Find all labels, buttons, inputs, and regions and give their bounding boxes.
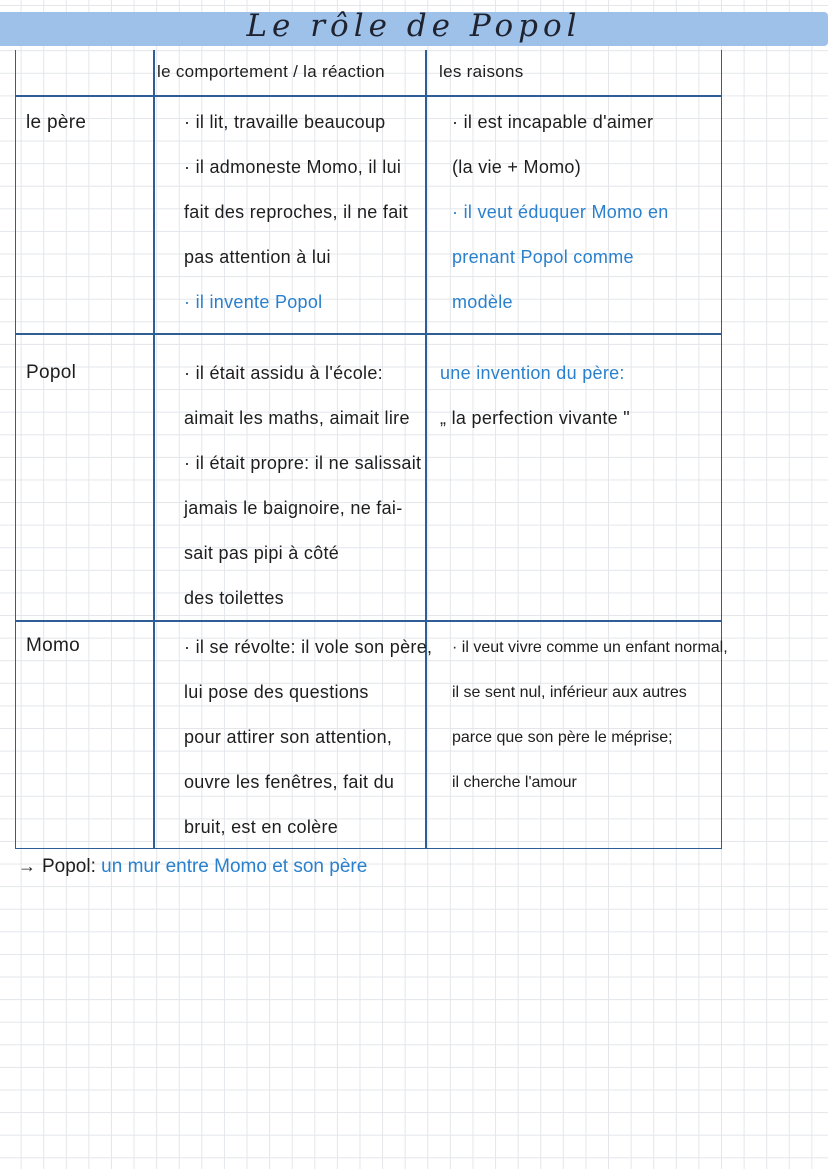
text-line: · il était propre: il ne salissait	[184, 453, 422, 473]
row-divider-1	[16, 333, 721, 335]
text-line: lui pose des questions	[184, 682, 369, 702]
row-popol-reasons	[440, 351, 630, 441]
text-line: · il était assidu à l'école:	[184, 363, 383, 383]
text-line: „ la perfection vivante "	[440, 408, 630, 428]
row-label-popol: Popol	[26, 362, 77, 383]
conclusion-line	[18, 856, 367, 878]
row-pere-behavior	[184, 100, 408, 325]
row-popol-behavior	[184, 351, 421, 621]
text-line: jamais le baignoire, ne fai-	[184, 498, 403, 518]
page-title: Le rôle de Popol	[246, 8, 582, 44]
text-line: · il lit, travaille beaucoup	[184, 112, 386, 132]
text-line: (la vie + Momo)	[452, 157, 582, 177]
text-line: pour attirer son attention,	[184, 727, 393, 747]
text-line-highlighted: · il veut éduquer Momo en	[452, 202, 669, 222]
text-line: · il se révolte: il vole son père,	[184, 637, 433, 657]
text-line: il se sent nul, inférieur aux autres	[452, 684, 687, 701]
row-label-momo: Momo	[26, 635, 80, 656]
text-line-highlighted: prenant Popol comme	[452, 247, 634, 267]
header-reasons: les raisons	[439, 62, 524, 81]
text-line: ouvre les fenêtres, fait du	[184, 772, 395, 792]
header-behavior: le comportement / la réaction	[157, 62, 385, 81]
header-divider	[16, 95, 721, 97]
text-line: des toilettes	[184, 588, 284, 608]
row-pere-reasons	[452, 100, 669, 325]
text-line: fait des reproches, il ne fait	[184, 202, 409, 222]
row-momo-reasons	[452, 625, 728, 805]
text-line-highlighted: une invention du père:	[440, 363, 625, 383]
text-line: parce que son père le méprise;	[452, 729, 673, 746]
text-line: aimait les maths, aimait lire	[184, 408, 410, 428]
conclusion-text: un mur entre Momo et son père	[101, 856, 368, 877]
role-table	[15, 50, 728, 849]
arrow-right-icon: →	[18, 856, 36, 876]
text-line-highlighted: · il invente Popol	[184, 292, 323, 312]
text-line: · il admoneste Momo, il lui	[184, 157, 402, 177]
text-line-highlighted: modèle	[452, 292, 513, 312]
text-line: · il veut vivre comme un enfant normal,	[452, 639, 728, 656]
column-divider-1	[153, 50, 155, 848]
text-line: sait pas pipi à côté	[184, 543, 340, 563]
text-line: il cherche l'amour	[452, 774, 577, 791]
text-line: pas attention à lui	[184, 247, 331, 267]
text-line: bruit, est en colère	[184, 817, 339, 837]
row-label-pere: le père	[26, 112, 87, 133]
conclusion-lead: Popol:	[42, 856, 96, 877]
row-momo-behavior	[184, 625, 432, 850]
text-line: · il est incapable d'aimer	[452, 112, 654, 132]
